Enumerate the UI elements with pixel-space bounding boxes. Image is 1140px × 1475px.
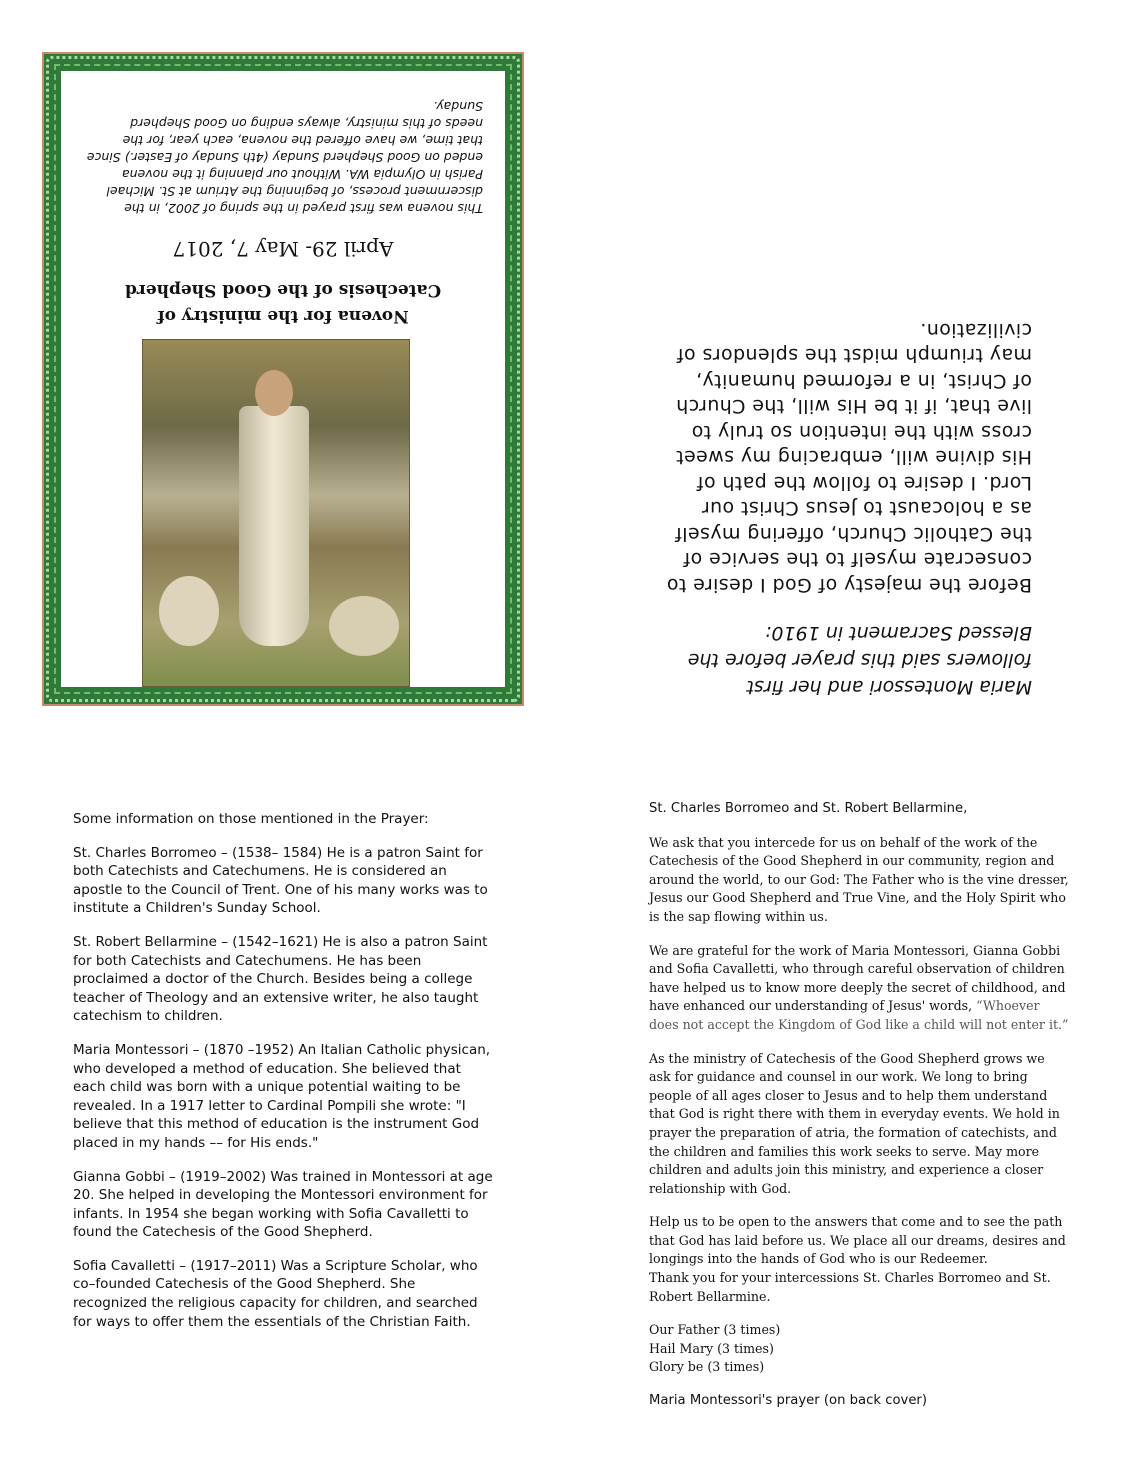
intercession-para-4: Help us to be open to the answers that come and to see the path that God has laid before us. We place all our dreams, desires and longings into the hands of God who is our Redeemer. xyxy=(649,1214,1066,1267)
info-entry-bellarmine: St. Robert Bellarmine – (1542–1621) He is also a patron Saint for both Catechists and Catechumens. He has been proclaimed a doctor of the Church. Besides being a college teacher of Theology and an extensive writer, he also taught catechism to children. xyxy=(73,933,488,1025)
back-cover-intro: Maria Montessori and her first followers said this prayer before the Blessed Sacrament in 1910: xyxy=(687,622,1032,698)
intercession-para-3: As the ministry of Catechesis of the Good Shepherd grows we ask for guidance and counsel in our work. We long to bring people of all ages closer to Jesus and to help them understand that God is right there with them in everyday events. We hold in prayer the preparation of atria, the formation of catechists, and the children and families this work seeks to serve. May more children and adults join this ministry, and experience a closer relationship with God. xyxy=(649,1050,1060,1196)
cover-title xyxy=(61,277,505,329)
cover-history: This novena was first prayed in the spring of 2002, in the discernment process, of beginning the Atrium at St. Michael Parish in Olympia WA. Without our planning it the novena ended on Good Shepherd Sunday (4th Sunday of Easter.) Since that time, we have offered the novena, each year, for the needs of this ministry, always ending on Good Shepherd Sunday. xyxy=(86,99,483,216)
intercession-closing: Maria Montessori's prayer (on back cover) xyxy=(649,1393,927,1409)
jesus-quote: “Whoever does not accept the Kingdom of God like a child will not enter it.” xyxy=(649,998,1069,1032)
info-heading: Some information on those mentioned in the Prayer: xyxy=(73,811,429,827)
saints-info-section xyxy=(73,810,493,1346)
sheep-shape xyxy=(329,596,399,656)
back-cover-prayer xyxy=(662,319,1032,700)
prayer-hail-mary: Hail Mary (3 times) xyxy=(649,1340,774,1356)
info-entry-gobbi: Gianna Gobbi – (1919–2002) Was trained in Montessori at age 20. She helped in developing the Montessori environment for infants. In 1954 she began working with Sofia Cavalletti to found the Catechesis of the Good Shepherd. xyxy=(73,1168,493,1241)
info-entry-borromeo: St. Charles Borromeo – (1538– 1584) He is a patron Saint for both Catechists and Catechumens. He is considered an apostle to the Council of Trent. One of his many works was to institute a Children's Sunday School. xyxy=(73,844,488,917)
montessori-prayer-text: Before the majesty of God I desire to consecrate myself to the service of the Catholic Church, offering myself as a holocaust to Jesus Christ our Lord. I desire to follow the path of His divine will, embracing my sweet cross with the intention so truly to live that, if it be His will, the Church of Christ, in a reformed humanity, may triumph midst the splendors of civilization. xyxy=(666,319,1032,596)
intercession-thanks: Thank you for your intercessions St. Charles Borromeo and St. Robert Bellarmine. xyxy=(649,1270,1051,1304)
cover-panel xyxy=(61,71,505,687)
intercession-prayer xyxy=(649,800,1069,1426)
intercession-para-1: We ask that you intercede for us on behalf of the work of the Catechesis of the Good Shepherd in our community, region and around the world, to our God: The Father who is the vine dresser, Jesus our Good Shepherd and True Vine, and the Holy Spirit who is the sap flowing within us. xyxy=(649,834,1069,924)
info-entry-cavalletti: Sofia Cavalletti – (1917–2011) Was a Scripture Scholar, who co–founded Catechesis of the Good Shepherd. She recognized the religious capacity for children, and searched for ways to offer them the essentials of the Christian Faith. xyxy=(73,1257,478,1330)
intercession-para-2-text: We are grateful for the work of Maria Montessori, Gianna Gobbi and Sofia Cavalletti, who through careful observation of children have helped us to know more deeply the secret of childhood, and have enhanced our understanding of Jesus' words, xyxy=(649,942,1066,1014)
intercession-salutation: St. Charles Borromeo and St. Robert Bellarmine, xyxy=(649,801,968,816)
cover-title-line2: Catechesis of the Good Shepherd xyxy=(124,280,442,300)
intercession-para-2 xyxy=(649,942,1069,1035)
shepherd-robe-shape xyxy=(239,406,309,646)
front-cover xyxy=(42,52,524,706)
shepherd-head-shape xyxy=(255,370,293,416)
good-shepherd-painting-icon xyxy=(142,339,410,687)
prayer-our-father: Our Father (3 times) xyxy=(649,1322,781,1338)
cover-title-line1: Novena for the ministry of xyxy=(157,306,409,326)
sheep-shape xyxy=(159,576,219,646)
info-entry-montessori: Maria Montessori – (1870 –1952) An Italian Catholic physican, who developed a method of education. She believed that each child was born with a unique potential waiting to be revealed. In a 1917 letter to Cardinal Pompili she wrote: "I believe that this method of education is the instrument God placed in my hands –– for His ends." xyxy=(73,1041,491,1151)
prayer-glory-be: Glory be (3 times) xyxy=(649,1359,765,1375)
cover-date: April 29- May 7, 2017 xyxy=(172,237,394,261)
